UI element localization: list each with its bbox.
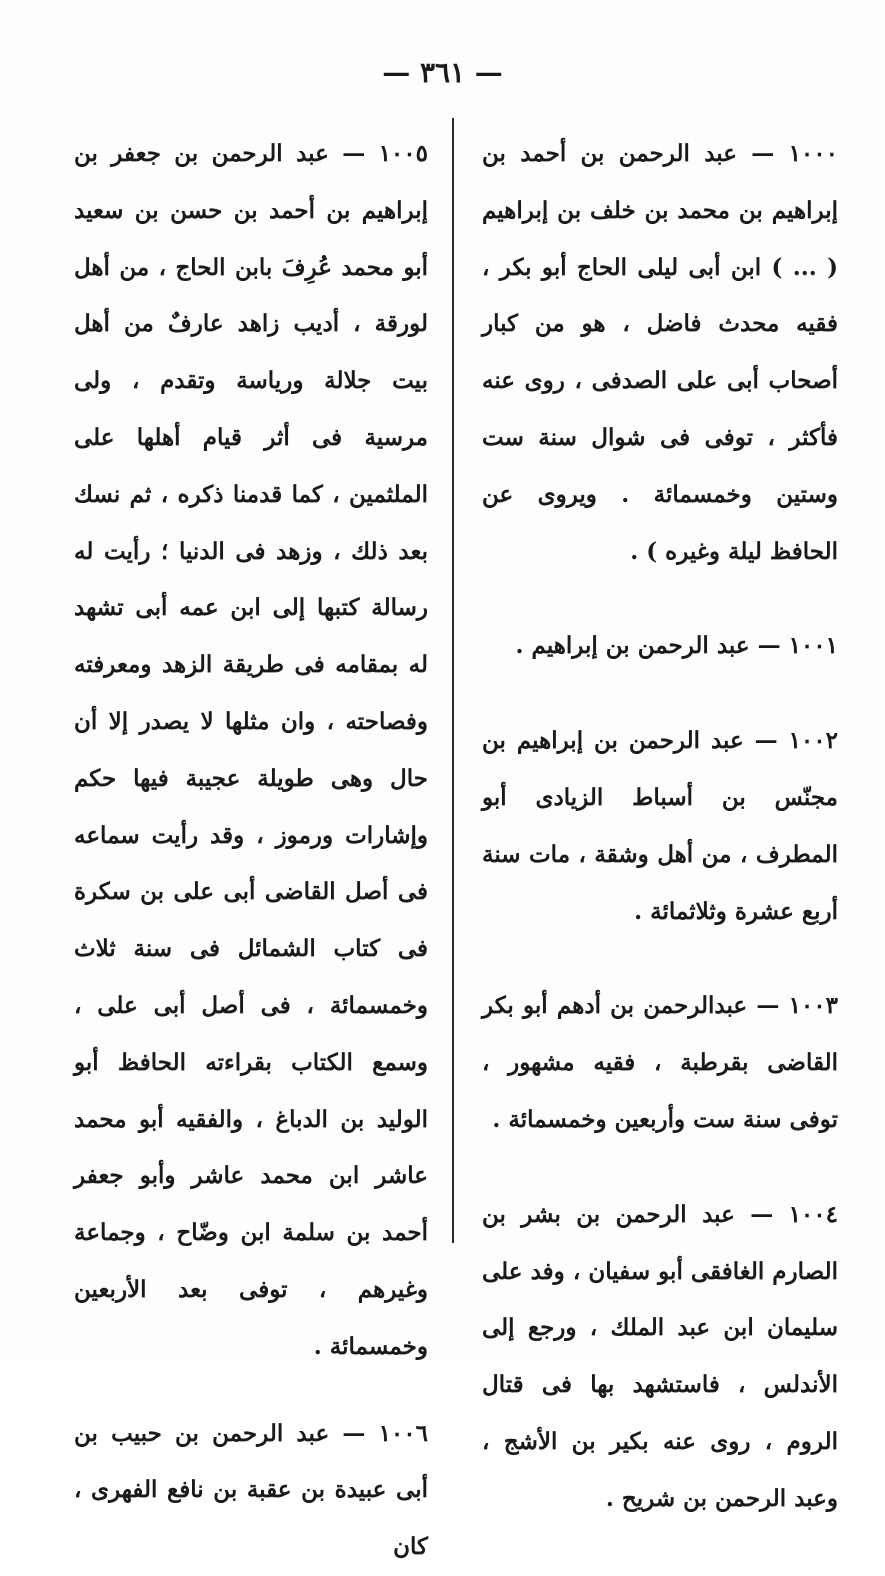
page-number: — ٣٦١ —	[382, 56, 503, 89]
left-column	[74, 126, 428, 1576]
entry-1001: ١٠٠١ — عبد الرحمن بن إبراهيم .	[515, 632, 838, 660]
entry-1006: ١٠٠٦ — عبد الرحمن بن حبيب بن أبى عبيدة بن عقبة بن نافع الفهرى ، كان	[74, 1419, 428, 1561]
entry-1000: ١٠٠٠ — عبد الرحمن بن أحمد بن إبراهيم بن محمد بن خلف بن إبراهيم ( ... ) ابن أبى ليلى الحاج أبو بكر ، فقيه محدث فاضل ، هو من كبار أصحاب أبى على الصدفى ، روى عنه فأكثر ، توفى فى شوال سنة ست وستين وخمسمائة . ويروى عن الحافظ ليلة وغيره ) .	[482, 140, 838, 565]
right-column	[482, 126, 838, 1528]
entry-1002: ١٠٠٢ — عبد الرحمن بن إبراهيم بن مجنّس بن أسباط الزيادى أبو المطرف ، من أهل وشقة ، مات سنة أربع عشرة وثلاثمائة .	[482, 727, 838, 925]
entry-1005: ١٠٠٥ — عبد الرحمن بن جعفر بن إبراهيم بن أحمد بن حسن بن سعيد أبو محمد عُرِفَ بابن الحاج ، من أهل لورقة ، أديب زاهد عارفٌ من أهل بيت جلالة ورياسة وتقدم ، ولى مرسية فى أثر قيام أهلها على الملثمين ، كما قدمنا ذكره ، ثم نسك بعد ذلك ، وزهد فى الدنيا ؛ رأيت له رسالة كتبها إلى ابن عمه أبى تشهد له بمقامه فى طريقة الزهد ومعرفته وفصاحته ، وان مثلها لا يصدر إلا أن حال وهى طويلة عجيبة فيها حكم وإشارات ورموز ، وقد رأيت سماعه فى أصل القاضى أبى على بن سكرة فى كتاب الشمائل فى سنة ثلاث وخمسمائة ، فى أصل أبى على ، وسمع الكتاب بقراءته الحافظ أبو الوليد بن الدباغ ، والفقيه أبو محمد عاشر ابن محمد عاشر وأبو جعفر أحمد بن سلمة ابن وضّاح ، وجماعة وغيرهم ، توفى بعد الأربعين وخمسمائة .	[74, 140, 428, 1360]
column-divider	[452, 118, 454, 1243]
entry-1003: ١٠٠٣ — عبدالرحمن بن أدهم أبو بكر القاضى بقرطبة ، فقيه مشهور ، توفى سنة ست وأربعين وخمسمائة .	[482, 992, 838, 1133]
entry-1004: ١٠٠٤ — عبد الرحمن بن بشر بن الصارم الغافقى أبو سفيان ، وفد على سليمان ابن عبد الملك ، ورجع إلى الأندلس ، فاستشهد بها فى قتال الروم ، روى عنه بكير بن الأشج ، وعبد الرحمن بن شريح .	[482, 1200, 838, 1512]
